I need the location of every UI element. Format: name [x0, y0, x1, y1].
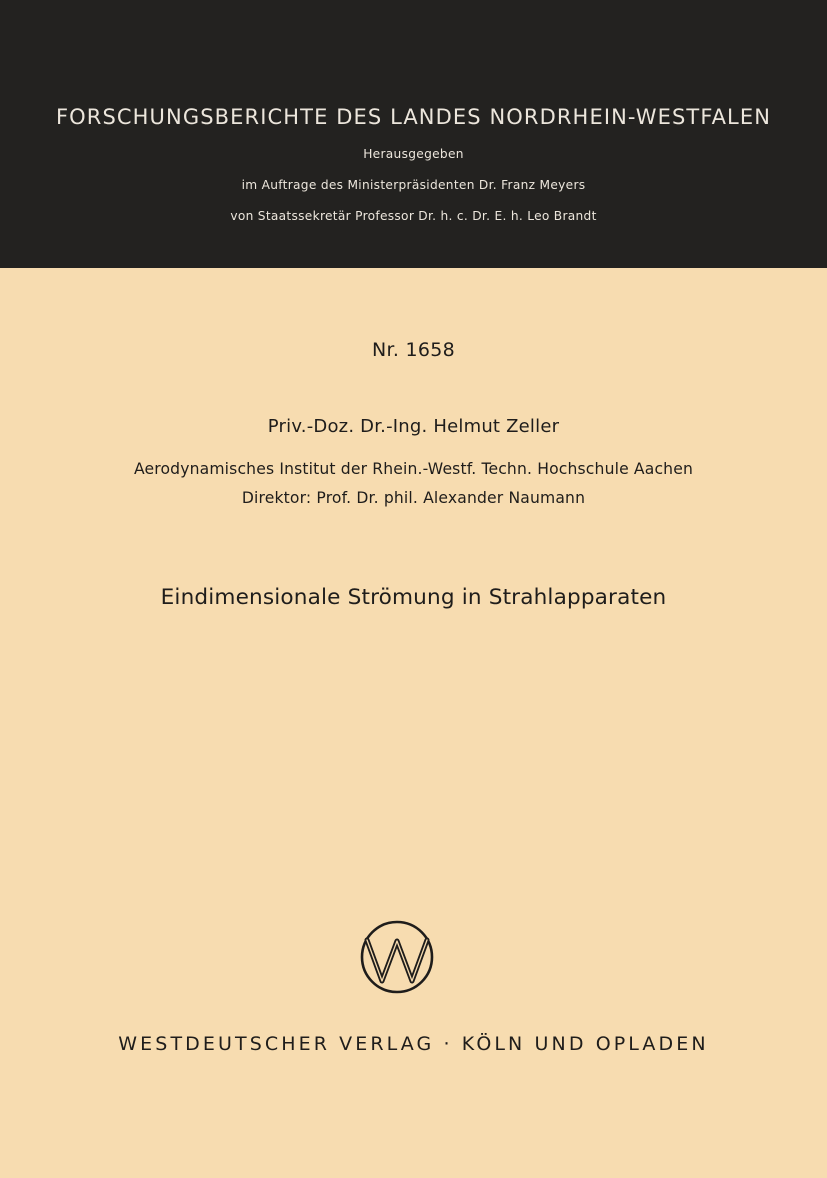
editor-line: Herausgegeben — [363, 147, 464, 161]
institute-affiliation: Aerodynamisches Institut der Rhein.-Westf. Techn. Hochschule Aachen — [133, 460, 693, 478]
commission-line: im Auftrage des Ministerpräsidenten Dr. Franz Meyers — [241, 178, 586, 192]
issue-number: Nr. 1658 — [371, 339, 456, 361]
director-line: Direktor: Prof. Dr. phil. Alexander Naumann — [241, 489, 586, 507]
publisher-line: WESTDEUTSCHER VERLAG · KÖLN UND OPLADEN — [118, 1033, 709, 1055]
author-name: Priv.-Doz. Dr.-Ing. Helmut Zeller — [267, 416, 560, 437]
series-title: FORSCHUNGSBERICHTE DES LANDES NORDRHEIN-WESTFALEN — [55, 105, 772, 129]
header-band — [0, 0, 827, 268]
secretary-line: von Staatssekretär Professor Dr. h. c. Dr. E. h. Leo Brandt — [230, 209, 597, 223]
book-title: Eindimensionale Strömung in Strahlapparaten — [160, 585, 667, 610]
westdeutscher-verlag-logo-icon — [359, 919, 435, 995]
